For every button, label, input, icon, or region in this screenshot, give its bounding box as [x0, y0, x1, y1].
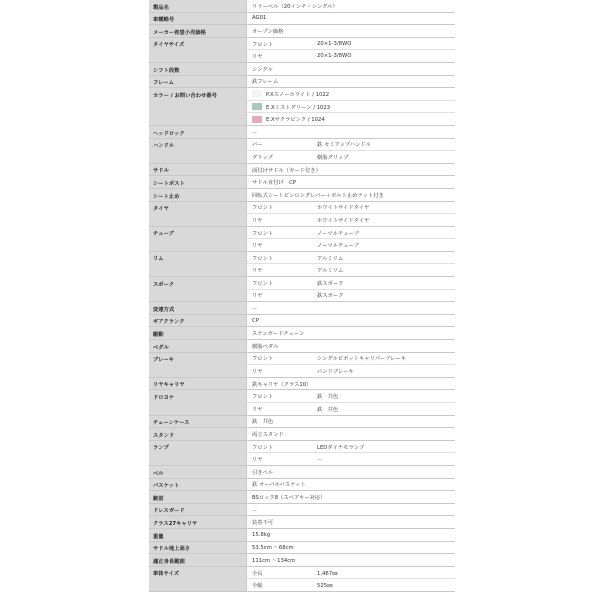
- color-name: P.Xスノーホワイト / 1022: [266, 91, 330, 98]
- spec-row: [149, 252, 455, 277]
- spec-value: [247, 554, 455, 566]
- spec-text: シングル: [252, 66, 273, 73]
- spec-subrow: [247, 390, 455, 403]
- spec-label: 車体サイズ: [149, 567, 247, 591]
- spec-row: [149, 491, 455, 504]
- spec-text: オープン価格: [252, 28, 284, 35]
- spec-value: [247, 416, 455, 428]
- spec-label: クラス27キャリヤ: [149, 516, 247, 528]
- spec-label: 駆動: [149, 327, 247, 339]
- spec-text: －: [252, 129, 258, 136]
- spec-sublabel: フロント: [252, 444, 274, 451]
- spec-row: [149, 88, 455, 126]
- spec-value: [247, 353, 455, 377]
- spec-value: [247, 227, 455, 251]
- spec-label: ギアクランク: [149, 315, 247, 327]
- spec-label: ランプ: [149, 441, 247, 465]
- spec-label: ドロヨケ: [149, 390, 247, 414]
- spec-value: [247, 378, 455, 390]
- spec-value: [247, 38, 455, 62]
- spec-sublabel: 全幅: [252, 583, 263, 590]
- spec-subvalue: 20×1-3/8WO: [317, 53, 352, 60]
- color-swatch: [252, 90, 262, 97]
- spec-sublabel: リヤ: [252, 54, 263, 61]
- color-option: [247, 101, 455, 114]
- spec-text: 回転式シートピンロングレバー＋ボルト止めナット付き: [252, 192, 384, 199]
- spec-row: [149, 479, 455, 492]
- spec-row: [149, 13, 455, 26]
- spec-subrow: [247, 139, 455, 152]
- spec-label: スポーク: [149, 277, 247, 301]
- spec-value: [247, 529, 455, 541]
- spec-subvalue: 525㎜: [317, 583, 333, 590]
- spec-value: [247, 88, 455, 125]
- spec-value: [247, 13, 455, 25]
- spec-subrow: [247, 252, 455, 265]
- spec-subvalue: LEDダイナモランプ: [317, 444, 365, 451]
- spec-subrow: [247, 202, 455, 215]
- spec-subrow: [247, 365, 455, 377]
- spec-row: [149, 542, 455, 555]
- spec-subrow: [247, 239, 455, 251]
- spec-text: 53.5cm ～68cm: [252, 545, 294, 552]
- spec-label: タイヤ: [149, 202, 247, 226]
- spec-text: 鉄フレーム: [252, 79, 279, 86]
- spec-subvalue: ノーマルチューブ: [317, 230, 359, 237]
- spec-subvalue: シングルピボットキャリパーブレーキ: [317, 356, 407, 363]
- spec-value: [247, 0, 455, 12]
- spec-subrow: [247, 264, 455, 276]
- spec-row: [149, 327, 455, 340]
- spec-table: [149, 0, 455, 592]
- spec-row: [149, 126, 455, 139]
- spec-label: チューブ: [149, 227, 247, 251]
- spec-sublabel: リヤ: [252, 406, 263, 413]
- spec-label: シフト段数: [149, 63, 247, 75]
- spec-sublabel: フロント: [252, 356, 274, 363]
- spec-row: [149, 529, 455, 542]
- spec-value: [247, 252, 455, 276]
- spec-row: [149, 139, 455, 164]
- spec-subvalue: アルミリム: [317, 255, 344, 262]
- spec-label: シートポスト: [149, 176, 247, 188]
- spec-sublabel: フロント: [252, 205, 274, 212]
- spec-row: [149, 567, 455, 592]
- color-swatch: [252, 116, 262, 123]
- spec-label: ペダル: [149, 340, 247, 352]
- spec-row: [149, 428, 455, 441]
- spec-subvalue: 鉄 セミアップハンドル: [317, 142, 371, 149]
- spec-text: 引きベル: [252, 469, 274, 476]
- spec-sublabel: バー: [252, 142, 263, 149]
- spec-value: [247, 340, 455, 352]
- spec-subvalue: ホワイトサイドタイヤ: [317, 217, 370, 224]
- spec-sublabel: フロント: [252, 230, 274, 237]
- spec-value: [247, 504, 455, 516]
- color-swatch: [252, 103, 262, 110]
- spec-subvalue: 20×1-3/8WO: [317, 40, 352, 47]
- spec-subrow: [247, 453, 455, 465]
- spec-text: 111cm ～134cm: [252, 557, 296, 564]
- spec-subvalue: ノーマルチューブ: [317, 243, 359, 250]
- spec-value: [247, 302, 455, 314]
- spec-value: [247, 25, 455, 37]
- spec-subvalue: 1,467㎜: [317, 570, 338, 577]
- spec-label: ハンドル: [149, 139, 247, 163]
- spec-sublabel: フロント: [252, 280, 274, 287]
- spec-value: [247, 516, 455, 528]
- spec-text: 15.8kg: [252, 531, 271, 538]
- spec-subrow: [247, 353, 455, 366]
- spec-label: 適正身長範囲: [149, 554, 247, 566]
- spec-value: [247, 441, 455, 465]
- spec-row: [149, 516, 455, 529]
- spec-text: CP: [252, 317, 259, 324]
- color-name: E.Xミストグリーン / 1023: [266, 104, 331, 111]
- spec-text: ステンガードチェーン: [252, 331, 305, 338]
- spec-label: シート止め: [149, 189, 247, 201]
- spec-value: [247, 542, 455, 554]
- spec-label: カラー / お問い合わせ番号: [149, 88, 247, 125]
- spec-text: サドル直付け CP: [252, 180, 296, 187]
- spec-text: －: [252, 306, 258, 313]
- spec-sublabel: リヤ: [252, 457, 263, 464]
- spec-row: [149, 277, 455, 302]
- spec-subrow: [247, 403, 455, 415]
- spec-subvalue: ホワイトサイドタイヤ: [317, 205, 370, 212]
- spec-subvalue: バンドブレーキ: [317, 369, 354, 376]
- spec-row: [149, 302, 455, 315]
- spec-row: [149, 340, 455, 353]
- spec-row: [149, 63, 455, 76]
- spec-label: ヘッドロック: [149, 126, 247, 138]
- spec-row: [149, 76, 455, 89]
- spec-value: [247, 76, 455, 88]
- spec-label: ベル: [149, 466, 247, 478]
- spec-text: 樹脂ペダル: [252, 343, 279, 350]
- spec-sublabel: グリップ: [252, 154, 273, 161]
- spec-subrow: [247, 151, 455, 163]
- spec-label: ドレスガード: [149, 504, 247, 516]
- spec-value: [247, 327, 455, 339]
- spec-row: [149, 315, 455, 328]
- spec-subvalue: アルミリム: [317, 268, 344, 275]
- spec-subrow: [247, 214, 455, 226]
- spec-label: リヤキャリヤ: [149, 378, 247, 390]
- spec-row: [149, 25, 455, 38]
- spec-subrow: [247, 277, 455, 290]
- spec-subvalue: 鉄 共色: [317, 406, 339, 413]
- spec-subrow: [247, 441, 455, 454]
- spec-label: サドル: [149, 164, 247, 176]
- spec-subrow: [247, 50, 455, 62]
- spec-subrow: [247, 38, 455, 51]
- spec-value: [247, 277, 455, 301]
- spec-row: [149, 202, 455, 227]
- spec-subvalue: 樹脂グリップ: [317, 154, 349, 161]
- spec-row: [149, 466, 455, 479]
- spec-value: [247, 315, 455, 327]
- spec-value: [247, 164, 455, 176]
- spec-sublabel: フロント: [252, 255, 274, 262]
- spec-value: [247, 202, 455, 226]
- spec-label: 錠前: [149, 491, 247, 503]
- spec-label: 製品名: [149, 0, 247, 12]
- spec-subrow: [247, 290, 455, 302]
- spec-label: ブレーキ: [149, 353, 247, 377]
- spec-value: [247, 126, 455, 138]
- spec-text: 装着不可: [252, 520, 274, 527]
- color-option: [247, 88, 455, 101]
- spec-row: [149, 164, 455, 177]
- spec-text: －: [252, 507, 258, 514]
- spec-row: [149, 189, 455, 202]
- spec-value: [247, 491, 455, 503]
- spec-row: [149, 353, 455, 378]
- color-option: [247, 113, 455, 125]
- spec-sublabel: フロント: [252, 394, 274, 401]
- spec-subrow: [247, 227, 455, 240]
- spec-text: AG01: [252, 15, 267, 22]
- spec-label: スタンド: [149, 428, 247, 440]
- spec-text: 面付けサドル（ガード付き）: [252, 167, 321, 174]
- spec-sublabel: リヤ: [252, 369, 263, 376]
- spec-subrow: [247, 567, 455, 580]
- spec-sublabel: リヤ: [252, 243, 263, 250]
- spec-row: [149, 390, 455, 415]
- spec-sublabel: リヤ: [252, 268, 263, 275]
- spec-label: サドル地上高さ: [149, 542, 247, 554]
- spec-row: [149, 378, 455, 391]
- spec-row: [149, 38, 455, 63]
- spec-row: [149, 176, 455, 189]
- spec-row: [149, 227, 455, 252]
- spec-subrow: [247, 579, 455, 591]
- spec-text: リリーベル（20インチ・シングル）: [252, 3, 338, 10]
- spec-text: 両立スタンド: [252, 432, 284, 438]
- spec-row: [149, 504, 455, 517]
- spec-subvalue: 鉄スポーク: [317, 280, 344, 287]
- spec-label: チェーンケース: [149, 416, 247, 428]
- spec-value: [247, 390, 455, 414]
- spec-row: [149, 441, 455, 466]
- spec-value: [247, 139, 455, 163]
- spec-sublabel: リヤ: [252, 293, 263, 300]
- spec-text: 鉄キャリヤ（クラス10）: [252, 381, 312, 388]
- spec-value: [247, 428, 455, 440]
- spec-subvalue: －: [317, 457, 323, 464]
- spec-subvalue: 鉄 共色: [317, 394, 339, 401]
- spec-row: [149, 416, 455, 429]
- spec-value: [247, 189, 455, 201]
- spec-text: 鉄 オーバルバスケット: [252, 482, 306, 489]
- spec-value: [247, 176, 455, 188]
- spec-label: 重量: [149, 529, 247, 541]
- spec-label: 車種略号: [149, 13, 247, 25]
- spec-value: [247, 567, 455, 591]
- spec-label: フレーム: [149, 76, 247, 88]
- spec-sublabel: フロント: [252, 41, 274, 48]
- spec-value: [247, 466, 455, 478]
- spec-label: バスケット: [149, 479, 247, 491]
- spec-label: リム: [149, 252, 247, 276]
- spec-sublabel: 全長: [252, 570, 263, 577]
- spec-text: BSロック8（スペアキー対応）: [252, 494, 326, 501]
- spec-label: メーカー希望小売価格: [149, 25, 247, 37]
- spec-row: [149, 554, 455, 567]
- spec-label: 変速方式: [149, 302, 247, 314]
- spec-value: [247, 63, 455, 75]
- spec-sublabel: リヤ: [252, 217, 263, 224]
- spec-label: タイヤサイズ: [149, 38, 247, 62]
- color-name: E.Xサクラピンク / 1024: [266, 117, 325, 124]
- spec-value: [247, 479, 455, 491]
- spec-row: [149, 0, 455, 13]
- spec-text: 鉄 共色: [252, 419, 274, 426]
- spec-subvalue: 鉄スポーク: [317, 293, 344, 300]
